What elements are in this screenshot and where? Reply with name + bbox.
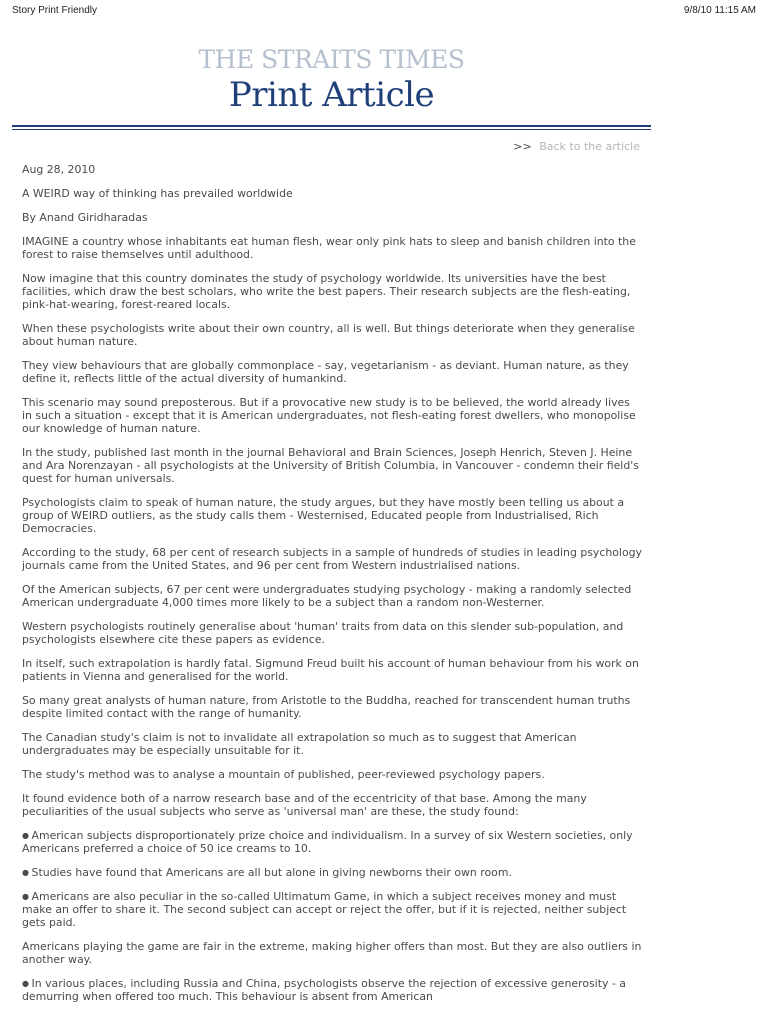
bullet-paragraph: ● Americans are also peculiar in the so-called Ultimatum Game, in which a subject receives money and must make an offer to share it. The second subject can accept or reject the offer, but if it is rejected, neither subject gets paid. [22,890,642,929]
double-arrow-icon: >> [513,140,532,153]
article-paragraph: The study's method was to analyse a mountain of published, peer-reviewed psychology papers. [22,768,545,781]
article-paragraph: Of the American subjects, 67 per cent were undergraduates studying psychology - making a randomly selected American undergraduate 4,000 times more likely to be a subject than a random non-Westerner. [22,583,632,609]
masthead [0,46,663,114]
bullet-paragraph: ● In various places, including Russia and China, psychologists observe the rejection of excessive generosity - a demurring when offered too much. This behaviour is absent from American [22,977,642,1003]
article-paragraph: They view behaviours that are globally commonplace - say, vegetarianism - as deviant. Human nature, as they define it, reflects little of the actual diversity of humankind. [22,359,629,385]
article-paragraph: In itself, such extrapolation is hardly fatal. Sigmund Freud built his account of human behaviour from his work on patients in Vienna and generalised for the world. [22,657,639,683]
newspaper-logo: THE STRAITS TIMES [198,45,465,74]
bullet-paragraph: ● Studies have found that Americans are all but alone in giving newborns their own room. [22,866,642,879]
article-paragraph: The Canadian study's claim is not to invalidate all extrapolation so much as to suggest that American undergraduates may be especially unsuitable for it. [22,731,577,757]
print-header [0,0,768,20]
article-paragraph: Western psychologists routinely generalise about 'human' traits from data on this slender sub-population, and psychologists elsewhere cite these papers as evidence. [22,620,624,646]
page-title: Print Article [228,75,435,115]
article-paragraph: This scenario may sound preposterous. But if a provocative new study is to be believed, the world already lives in such a situation - except that it is American undergraduates, not flesh-eating forest dwellers, who monopolise our knowledge of human nature. [22,396,636,435]
article-paragraph: In the study, published last month in the journal Behavioral and Brain Sciences, Joseph Henrich, Steven J. Heine and Ara Norenzayan - all psychologists at the University of British Columbia, in Vancouver - condemn their field's quest for human universals. [22,446,639,485]
back-to-article-link[interactable]: Back to the article [539,140,640,153]
article-date: Aug 28, 2010 [22,163,96,176]
article-byline: By Anand Giridharadas [22,211,148,224]
article-paragraphs [22,235,642,1003]
bullet-paragraph: ● American subjects disproportionately prize choice and individualism. In a survey of six Western societies, only Americans preferred a choice of 50 ice creams to 10. [22,829,642,855]
header-divider [12,125,651,127]
article-paragraph: So many great analysts of human nature, from Aristotle to the Buddha, reached for transcendent human truths despite limited contact with the range of humanity. [22,694,631,720]
print-header-datetime: 9/8/10 11:15 AM [683,5,756,16]
print-header-title: Story Print Friendly [12,5,98,16]
back-link-row [0,140,640,153]
article-paragraph: According to the study, 68 per cent of research subjects in a sample of hundreds of studies in leading psychology journals came from the United States, and 96 per cent from Western industrialised nations. [22,546,642,572]
article-paragraph: Psychologists claim to speak of human nature, the study argues, but they have mostly been telling us about a group of WEIRD outliers, as the study calls them - Westernised, Educated people from Industrialised, Rich Democracies. [22,496,625,535]
article-paragraph: Now imagine that this country dominates the study of psychology worldwide. Its universities have the best facilities, which draw the best scholars, who write the best papers. Their research subjects are the flesh-eating, pink-hat-wearing, forest-reared locals. [22,272,631,311]
article-paragraph: It found evidence both of a narrow research base and of the eccentricity of that base. Among the many peculiarities of the usual subjects who serve as 'universal man' are these, the study found: [22,792,587,818]
article-body [22,163,642,1014]
article-headline: A WEIRD way of thinking has prevailed worldwide [22,187,293,200]
header-divider-thin [12,129,651,130]
article-paragraph: When these psychologists write about their own country, all is well. But things deteriorate when they generalise about human nature. [22,322,635,348]
article-paragraph: Americans playing the game are fair in the extreme, making higher offers than most. But they are also outliers in another way. [22,940,642,966]
article-paragraph: IMAGINE a country whose inhabitants eat human flesh, wear only pink hats to sleep and banish children into the forest to raise themselves until adulthood. [22,235,636,261]
